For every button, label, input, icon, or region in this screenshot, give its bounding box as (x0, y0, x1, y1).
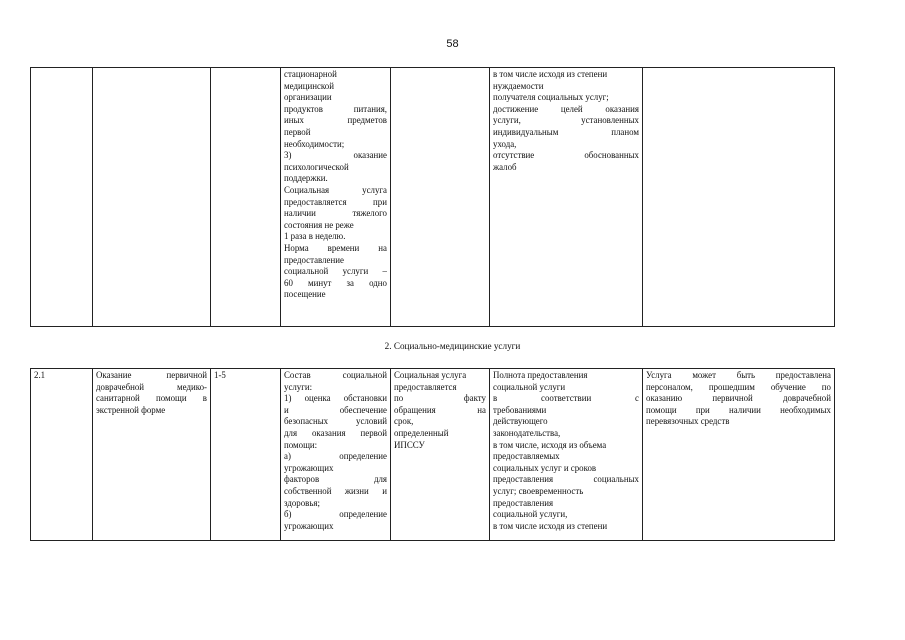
text-line: Состав социальной (284, 370, 387, 380)
text-line: 3) оказание (284, 150, 387, 161)
text-line: социальной услуги (493, 381, 566, 392)
text-line: персоналом, прошедшим обучение по (646, 381, 831, 392)
table-row (31, 369, 835, 541)
text-line: Полнота предоставления (493, 370, 588, 380)
table-row (31, 68, 835, 327)
text-line: стационарной (284, 69, 337, 79)
text-line: Социальная услуга (394, 370, 467, 380)
text-line: угрожающих (284, 462, 334, 473)
text-line: срок, (394, 416, 414, 427)
text-line: факторов для (284, 474, 387, 485)
text-line: по факту (394, 393, 486, 404)
text-line: угрожающих (284, 520, 334, 531)
text-line: в том числе, исходя из объема (493, 439, 607, 450)
text-line: предоставления социальных (493, 474, 639, 485)
text-line: психологической (284, 161, 349, 172)
text-line: ухода, (493, 138, 517, 149)
text-line: обращения на (394, 404, 486, 415)
text-line: нуждаемости (493, 80, 544, 91)
cell-code: 1-5 (211, 369, 281, 541)
text-line: и обеспечение (284, 404, 387, 415)
text-line: а) определение (284, 451, 387, 462)
text-line: отсутствие обоснованных (493, 150, 639, 161)
text-line: 60 минут за одно (284, 277, 387, 288)
text-line: предоставление (284, 254, 344, 265)
text-line: социальной услуги, (493, 509, 568, 520)
text-line: безопасных условий (284, 416, 387, 427)
text-line: доврачебной медико- (96, 381, 207, 392)
text-line: медицинской (284, 80, 334, 91)
text-line: санитарной помощи в (96, 393, 207, 404)
cell-code (211, 68, 281, 327)
table-social-medical-services (30, 368, 835, 541)
cell-service-content (281, 68, 391, 327)
text-line: продуктов питания, (284, 103, 387, 114)
text-line: наличии тяжелого (284, 208, 387, 219)
cell-conditions (643, 68, 835, 327)
text-line: состояния не реже (284, 219, 354, 230)
text-line: б) определение (284, 509, 387, 520)
text-line: 1) оценка обстановки (284, 393, 387, 404)
text-line: здоровья; (284, 497, 320, 508)
text-line: предоставления (493, 497, 554, 508)
text-line: требованиями (493, 404, 547, 415)
text-line: ИПССУ (394, 439, 425, 450)
text-line: услуг; своевременность (493, 485, 584, 496)
text-line: Социальная услуга (284, 184, 387, 195)
text-line: индивидуальным планом (493, 126, 639, 137)
cell-service-name (93, 68, 211, 327)
cell-service-term (391, 68, 490, 327)
text-line: в том числе исходя из степени (493, 69, 608, 79)
text-line: предоставляемых (493, 451, 560, 462)
text-line: собственной жизни и (284, 485, 387, 496)
cell-number (31, 68, 93, 327)
text-line: для оказания первой (284, 427, 387, 438)
text-line: 1 раза в неделю. (284, 231, 346, 242)
cell-service-term (391, 369, 490, 541)
section-heading: 2. Социально-медицинские услуги (384, 341, 521, 351)
text-line: в соответствии с (493, 393, 639, 404)
text-line: организации (284, 92, 332, 103)
text-line: посещение (284, 289, 326, 300)
text-line: Услуга может быть предоставлена (646, 370, 831, 380)
text-line: предоставляется при (284, 196, 387, 207)
text-line: социальных услуг и сроков (493, 462, 597, 473)
text-line: иных предметов (284, 115, 387, 126)
text-line: жалоб (493, 161, 517, 172)
text-line: действующего (493, 416, 548, 427)
text-line: предоставляется (394, 381, 457, 392)
text-line: перевязочных средств (646, 416, 730, 427)
page-number: 58 (446, 38, 459, 50)
text-line: законодательства, (493, 427, 561, 438)
table-continued-fragment (30, 67, 835, 327)
cell-quality-indicators (490, 369, 643, 541)
text-line: социальной услуги – (284, 266, 387, 277)
text-line: услуги: (284, 381, 313, 392)
text-line: Оказание первичной (96, 370, 207, 380)
text-line: помощи при наличии необходимых (646, 404, 831, 415)
cell-service-content (281, 369, 391, 541)
text-line: определенный (394, 427, 449, 438)
text-line: необходимости; (284, 138, 345, 149)
text-line: поддержки. (284, 173, 328, 184)
text-line: получателя социальных услуг; (493, 92, 609, 103)
text-line: оказанию первичной доврачебной (646, 393, 831, 404)
cell-service-name (93, 369, 211, 541)
text-line: в том числе исходя из степени (493, 520, 608, 531)
cell-quality-indicators (490, 68, 643, 327)
text-line: Норма времени на (284, 242, 387, 253)
cell-conditions (643, 369, 835, 541)
text-line: экстренной форме (96, 404, 166, 415)
text-line: первой (284, 126, 311, 137)
text-line: услуги, установленных (493, 115, 639, 126)
text-line: помощи: (284, 439, 318, 450)
cell-number: 2.1 (31, 369, 93, 541)
text-line: достижение целей оказания (493, 103, 639, 114)
